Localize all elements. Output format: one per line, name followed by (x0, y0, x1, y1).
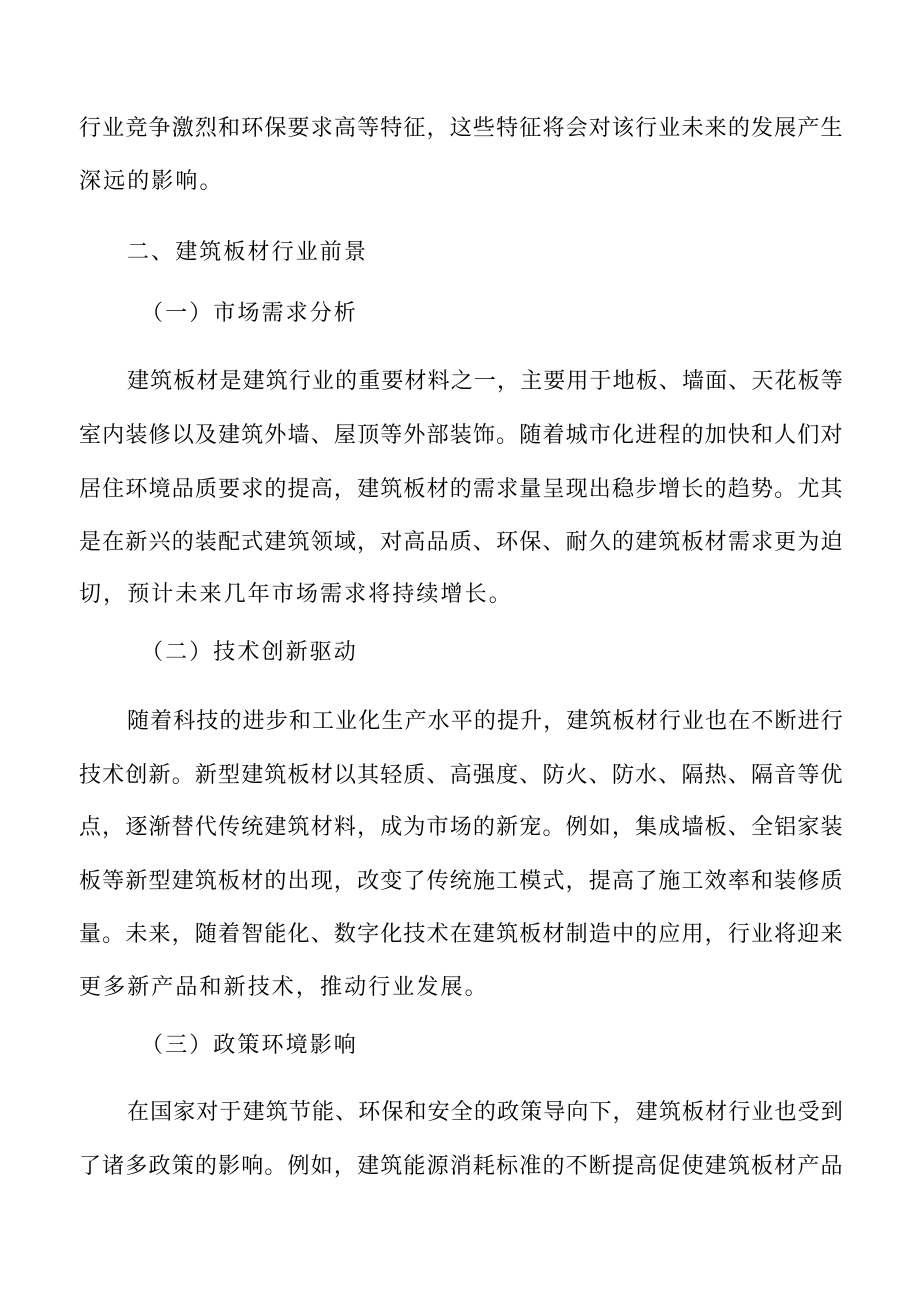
paragraph-line: 随 着 科 技 的 进 步 和 工 业 化 生 产 水 平 的 提 升 ， 建 筑 板 材 行 业 也 在 不 断 进 行 (127, 709, 843, 734)
subsection-heading: （三）政策环境影响 (141, 1033, 358, 1058)
paragraph-line: 点 ， 逐 渐 替 代 传 统 建 筑 材 料 ， 成 为 市 场 的 新 宠 。 例 如 ， 集 成 墙 板 、 全 铝 家 装 (79, 815, 843, 840)
paragraph-line: 行 业 竞 争 激 烈 和 环 保 要 求 高 等 特 征 ， 这 些 特 征 将 会 对 该 行 业 未 来 的 发 展 产 生 (79, 116, 843, 141)
paragraph-line: 切，预计未来几年市场需求将持续增长。 (79, 582, 513, 607)
paragraph-line: 建 筑 板 材 是 建 筑 行 业 的 重 要 材 料 之 一 ， 主 要 用 于 地 板 、 墙 面 、 天 花 板 等 (127, 369, 843, 394)
paragraph-line: 量 。 未 来 ， 随 着 智 能 化 、 数 字 化 技 术 在 建 筑 板 材 制 造 中 的 应 用 ， 行 业 将 迎 来 (79, 922, 843, 947)
paragraph-line: 技 术 创 新 。 新 型 建 筑 板 材 以 其 轻 质 、 高 强 度 、 防 火 、 防 水 、 隔 热 、 隔 音 等 优 (79, 763, 843, 788)
paragraph-line: 居 住 环 境 品 质 要 求 的 提 高 ， 建 筑 板 材 的 需 求 量 呈 现 出 稳 步 增 长 的 趋 势 。 尤 其 (79, 477, 843, 502)
section-heading: 二、建筑板材行业前景 (127, 240, 369, 265)
paragraph-line: 在 国 家 对 于 建 筑 节 能 、 环 保 和 安 全 的 政 策 导 向 下 ， 建 筑 板 材 行 业 也 受 到 (127, 1100, 843, 1125)
paragraph-line: 更多新产品和新技术，推动行业发展。 (79, 975, 489, 1000)
paragraph-line: 室 内 装 修 以 及 建 筑 外 墙 、 屋 顶 等 外 部 装 饰 。 随 着 城 市 化 进 程 的 加 快 和 人 们 对 (79, 423, 843, 448)
paragraph-line: 深远的影响。 (79, 169, 224, 194)
paragraph-line: 是 在 新 兴 的 装 配 式 建 筑 领 域 ， 对 高 品 质 、 环 保 、 耐 久 的 建 筑 板 材 需 求 更 为 迫 (79, 530, 843, 555)
subsection-heading: （一）市场需求分析 (141, 301, 358, 326)
subsection-heading: （二）技术创新驱动 (141, 640, 358, 665)
paragraph-line: 板 等 新 型 建 筑 板 材 的 出 现 ， 改 变 了 传 统 施 工 模 式 ， 提 高 了 施 工 效 率 和 装 修 质 (79, 869, 843, 894)
paragraph-line: 了 诸 多 政 策 的 影 响 。 例 如 ， 建 筑 能 源 消 耗 标 准 的 不 断 提 高 促 使 建 筑 板 材 产 品 (79, 1154, 843, 1179)
